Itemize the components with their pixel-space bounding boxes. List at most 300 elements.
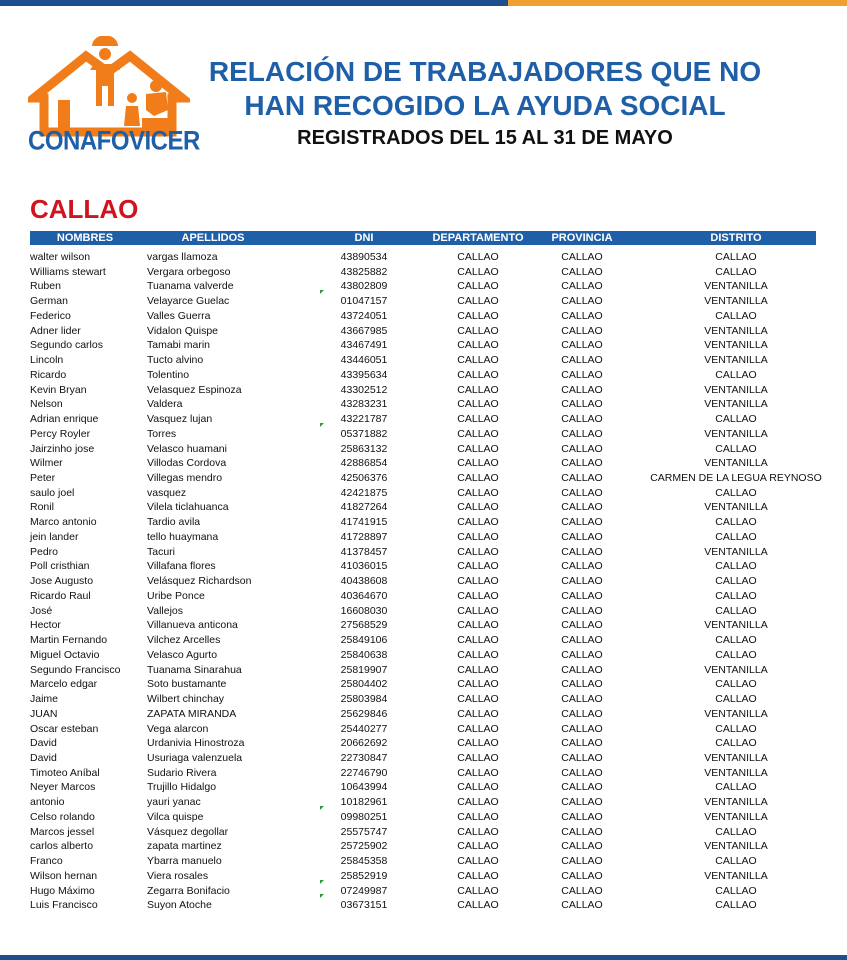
cell-apellidos: Villodas Cordova (147, 457, 227, 470)
table-row (30, 456, 816, 471)
cell-dni: 03673151 (340, 899, 388, 912)
table-row (30, 736, 816, 751)
cell-provincia: CALLAO (561, 884, 603, 897)
table-row (30, 707, 816, 722)
cell-distrito: CALLAO (715, 265, 757, 278)
table-row (30, 780, 816, 795)
cell-distrito: CALLAO (715, 368, 757, 381)
cell-distrito: VENTANILLA (704, 766, 768, 779)
cell-distrito: VENTANILLA (704, 796, 768, 809)
cell-apellidos: Usuriaga valenzuela (147, 751, 243, 764)
cell-nombres: Adner lider (30, 324, 81, 337)
cell-apellidos: Ybarra manuelo (147, 855, 222, 868)
cell-distrito: VENTANILLA (704, 501, 768, 514)
cell-nombres: Jairzinho jose (30, 442, 95, 455)
cell-nombres: German (30, 295, 68, 308)
cell-distrito: VENTANILLA (704, 619, 768, 632)
cell-provincia: CALLAO (561, 840, 603, 853)
cell-provincia: CALLAO (561, 869, 603, 882)
table-body (30, 250, 822, 913)
table-row (30, 884, 816, 899)
cell-error-marker (320, 423, 324, 427)
cell-distrito: CALLAO (715, 884, 757, 897)
cell-departamento: CALLAO (457, 869, 499, 882)
cell-dni: 01047157 (340, 295, 388, 308)
cell-nombres: Marcos jessel (30, 825, 95, 838)
cell-provincia: CALLAO (561, 648, 603, 661)
cell-dni: 05371882 (340, 427, 388, 440)
cell-apellidos: Vergara orbegoso (147, 265, 231, 278)
table-row (30, 515, 816, 530)
cell-distrito: CALLAO (715, 516, 757, 529)
cell-departamento: CALLAO (457, 354, 499, 367)
cell-apellidos: Velásquez Richardson (147, 575, 252, 588)
table-row (30, 854, 816, 869)
table-row (30, 898, 816, 913)
cell-nombres: Ruben (30, 280, 61, 293)
cell-nombres: Kevin Bryan (30, 383, 87, 396)
cell-departamento: CALLAO (457, 766, 499, 779)
cell-departamento: CALLAO (457, 796, 499, 809)
cell-dni: 07249987 (340, 884, 388, 897)
cell-apellidos: Tucto alvino (147, 354, 204, 367)
cell-apellidos: Vidalon Quispe (147, 324, 219, 337)
cell-apellidos: ZAPATA MIRANDA (147, 707, 237, 720)
table-row (30, 604, 816, 619)
cell-dni: 42421875 (340, 486, 388, 499)
cell-apellidos: Tardio avila (147, 516, 201, 529)
cell-provincia: CALLAO (561, 855, 603, 868)
cell-distrito: CALLAO (715, 825, 757, 838)
cell-dni: 43667985 (340, 324, 388, 337)
cell-error-marker (320, 290, 324, 294)
cell-dni: 43890534 (340, 251, 388, 263)
cell-departamento: CALLAO (457, 840, 499, 853)
cell-departamento: CALLAO (457, 530, 499, 543)
cell-departamento: CALLAO (457, 737, 499, 750)
cell-departamento: CALLAO (457, 472, 499, 485)
cell-departamento: CALLAO (457, 442, 499, 455)
cell-apellidos: tello huaymana (147, 530, 219, 543)
cell-nombres: Pedro (30, 545, 59, 558)
cell-provincia: CALLAO (561, 619, 603, 632)
table-row (30, 663, 816, 678)
cell-nombres: Adrian enrique (30, 413, 99, 426)
cell-departamento: CALLAO (457, 383, 499, 396)
cell-nombres: Marcelo edgar (30, 678, 98, 691)
cell-dni: 09980251 (340, 810, 388, 823)
cell-nombres: Hugo Máximo (30, 884, 95, 897)
cell-distrito: CALLAO (715, 575, 757, 588)
column-header-dni: DNI (354, 232, 374, 244)
table-row (30, 648, 816, 663)
cell-nombres: Ricardo Raul (30, 589, 91, 602)
table-row (30, 633, 816, 648)
cell-apellidos: Zegarra Bonifacio (147, 884, 230, 897)
table-row (30, 825, 816, 840)
cell-distrito: VENTANILLA (704, 324, 768, 337)
cell-nombres: David (30, 751, 57, 764)
table-row (30, 559, 816, 574)
cell-provincia: CALLAO (561, 545, 603, 558)
cell-provincia: CALLAO (561, 354, 603, 367)
table-row (30, 309, 816, 324)
logo-wordmark: CONAFOVICER (28, 126, 200, 157)
cell-distrito: CALLAO (715, 678, 757, 691)
column-header-provincia: PROVINCIA (551, 232, 613, 244)
cell-departamento: CALLAO (457, 324, 499, 337)
cell-dni: 22746790 (340, 766, 388, 779)
table-row (30, 471, 822, 486)
cell-error-marker (320, 880, 324, 884)
cell-apellidos: Velasco huamani (147, 442, 227, 455)
cell-dni: 25819907 (340, 663, 388, 676)
cell-provincia: CALLAO (561, 560, 603, 573)
column-header-departamento: DEPARTAMENTO (432, 232, 524, 244)
cell-provincia: CALLAO (561, 324, 603, 337)
cell-departamento: CALLAO (457, 781, 499, 794)
table-row (30, 412, 816, 427)
cell-apellidos: Vásquez degollar (147, 825, 229, 838)
cell-distrito: CALLAO (715, 899, 757, 912)
cell-dni: 20662692 (340, 737, 388, 750)
cell-dni: 25804402 (340, 678, 388, 691)
cell-apellidos: Vasquez lujan (147, 413, 213, 426)
cell-distrito: VENTANILLA (704, 295, 768, 308)
cell-apellidos: yauri yanac (147, 796, 201, 809)
cell-provincia: CALLAO (561, 457, 603, 470)
column-header-nombres: NOMBRES (56, 232, 114, 244)
cell-departamento: CALLAO (457, 663, 499, 676)
cell-apellidos: Valles Guerra (147, 309, 211, 322)
cell-provincia: CALLAO (561, 678, 603, 691)
cell-distrito: VENTANILLA (704, 383, 768, 396)
cell-apellidos: vargas llamoza (147, 251, 218, 263)
cell-distrito: CALLAO (715, 486, 757, 499)
cell-nombres: Percy Royler (30, 427, 91, 440)
cell-departamento: CALLAO (457, 309, 499, 322)
column-header-apellidos: APELLIDOS (181, 232, 245, 244)
cell-departamento: CALLAO (457, 589, 499, 602)
cell-apellidos: Villanueva anticona (147, 619, 238, 632)
cell-nombres: Lincoln (30, 354, 64, 367)
table-row (30, 250, 816, 265)
cell-dni: 25803984 (340, 693, 388, 706)
cell-distrito: CALLAO (715, 781, 757, 794)
cell-departamento: CALLAO (457, 368, 499, 381)
cell-dni: 10182961 (340, 796, 388, 809)
cell-distrito: CALLAO (715, 648, 757, 661)
cell-apellidos: Tamabi marin (147, 339, 211, 352)
cell-distrito: VENTANILLA (704, 457, 768, 470)
cell-provincia: CALLAO (561, 280, 603, 293)
cell-dni: 25845358 (340, 855, 388, 868)
cell-apellidos: Vega alarcon (147, 722, 209, 735)
cell-apellidos: Tuanama Sinarahua (147, 663, 242, 676)
cell-departamento: CALLAO (457, 575, 499, 588)
cell-distrito: VENTANILLA (704, 280, 768, 293)
page-title-line-2: HAN RECOGIDO LA AYUDA SOCIAL (244, 90, 726, 121)
cell-dni: 25440277 (340, 722, 388, 735)
table-row (30, 427, 816, 442)
cell-departamento: CALLAO (457, 457, 499, 470)
cell-departamento: CALLAO (457, 516, 499, 529)
cell-dni: 42886854 (340, 457, 388, 470)
cell-departamento: CALLAO (457, 810, 499, 823)
cell-departamento: CALLAO (457, 678, 499, 691)
cell-provincia: CALLAO (561, 516, 603, 529)
cell-dni: 25629846 (340, 707, 388, 720)
top-accent-bar (0, 0, 847, 6)
cell-dni: 41036015 (340, 560, 388, 573)
cell-nombres: Timoteo Aníbal (30, 766, 100, 779)
table-row (30, 265, 816, 280)
cell-nombres: antonio (30, 796, 65, 809)
cell-dni: 41827264 (340, 501, 388, 514)
cell-distrito: VENTANILLA (704, 663, 768, 676)
table-row (30, 368, 816, 383)
cell-provincia: CALLAO (561, 501, 603, 514)
cell-provincia: CALLAO (561, 309, 603, 322)
cell-departamento: CALLAO (457, 899, 499, 912)
cell-nombres: Franco (30, 855, 63, 868)
table-row (30, 338, 816, 353)
cell-distrito: VENTANILLA (704, 427, 768, 440)
cell-distrito: CALLAO (715, 722, 757, 735)
cell-departamento: CALLAO (457, 265, 499, 278)
cell-provincia: CALLAO (561, 634, 603, 647)
table-row (30, 677, 816, 692)
cell-apellidos: Vilca quispe (147, 810, 204, 823)
cell-apellidos: Viera rosales (147, 869, 209, 882)
cell-provincia: CALLAO (561, 796, 603, 809)
table-row (30, 574, 816, 589)
cell-dni: 16608030 (340, 604, 388, 617)
cell-dni: 25863132 (340, 442, 388, 455)
cell-distrito: CALLAO (715, 737, 757, 750)
table-row (30, 589, 816, 604)
table-row (30, 442, 816, 457)
cell-dni: 40364670 (340, 589, 388, 602)
table-row (30, 294, 816, 309)
cell-apellidos: Soto bustamante (147, 678, 227, 691)
cell-nombres: Oscar esteban (30, 722, 99, 735)
cell-apellidos: Urdanivia Hinostroza (147, 737, 245, 750)
cell-provincia: CALLAO (561, 781, 603, 794)
cell-departamento: CALLAO (457, 486, 499, 499)
cell-nombres: walter wilson (30, 251, 91, 263)
cell-distrito: CALLAO (715, 634, 757, 647)
cell-distrito: VENTANILLA (704, 869, 768, 882)
cell-departamento: CALLAO (457, 751, 499, 764)
cell-provincia: CALLAO (561, 295, 603, 308)
table-row (30, 766, 816, 781)
cell-provincia: CALLAO (561, 442, 603, 455)
cell-distrito: CARMEN DE LA LEGUA REYNOSO (650, 472, 822, 485)
cell-nombres: Federico (30, 309, 71, 322)
cell-departamento: CALLAO (457, 339, 499, 352)
cell-provincia: CALLAO (561, 604, 603, 617)
cell-nombres: Neyer Marcos (30, 781, 96, 794)
cell-apellidos: Vallejos (147, 604, 183, 617)
cell-dni: 22730847 (340, 751, 388, 764)
table-row (30, 810, 816, 825)
cell-provincia: CALLAO (561, 663, 603, 676)
region-heading: CALLAO (30, 194, 139, 224)
cell-provincia: CALLAO (561, 722, 603, 735)
cell-dni: 10643994 (340, 781, 388, 794)
cell-nombres: José (30, 604, 53, 617)
cell-departamento: CALLAO (457, 604, 499, 617)
cell-departamento: CALLAO (457, 825, 499, 838)
cell-departamento: CALLAO (457, 280, 499, 293)
cell-departamento: CALLAO (457, 634, 499, 647)
cell-distrito: VENTANILLA (704, 751, 768, 764)
cell-dni: 25852919 (340, 869, 388, 882)
cell-distrito: CALLAO (715, 530, 757, 543)
cell-provincia: CALLAO (561, 530, 603, 543)
cell-dni: 43724051 (340, 309, 388, 322)
cell-dni: 43395634 (340, 368, 388, 381)
cell-provincia: CALLAO (561, 265, 603, 278)
cell-provincia: CALLAO (561, 693, 603, 706)
table-row (30, 545, 816, 560)
cell-dni: 40438608 (340, 575, 388, 588)
table-row (30, 486, 816, 501)
cell-provincia: CALLAO (561, 737, 603, 750)
cell-nombres: Segundo Francisco (30, 663, 121, 676)
bottom-accent-bar (0, 955, 847, 960)
cell-distrito: CALLAO (715, 309, 757, 322)
cell-distrito: CALLAO (715, 604, 757, 617)
cell-nombres: Hector (30, 619, 61, 632)
cell-provincia: CALLAO (561, 751, 603, 764)
cell-provincia: CALLAO (561, 339, 603, 352)
table-row (30, 279, 816, 294)
table-row (30, 353, 816, 368)
cell-nombres: Celso rolando (30, 810, 95, 823)
cell-apellidos: Tacuri (147, 545, 176, 558)
table-row (30, 722, 816, 737)
cell-nombres: Peter (30, 472, 56, 485)
cell-departamento: CALLAO (457, 693, 499, 706)
cell-provincia: CALLAO (561, 707, 603, 720)
cell-departamento: CALLAO (457, 722, 499, 735)
cell-dni: 25840638 (340, 648, 388, 661)
cell-apellidos: Velasco Agurto (147, 648, 218, 661)
cell-dni: 43467491 (340, 339, 388, 352)
cell-apellidos: Tuanama valverde (147, 280, 234, 293)
cell-apellidos: Villafana flores (147, 560, 216, 573)
cell-dni: 43302512 (340, 383, 388, 396)
cell-provincia: CALLAO (561, 810, 603, 823)
cell-nombres: carlos alberto (30, 840, 94, 853)
cell-nombres: Jose Augusto (30, 575, 94, 588)
cell-provincia: CALLAO (561, 899, 603, 912)
cell-provincia: CALLAO (561, 413, 603, 426)
cell-departamento: CALLAO (457, 560, 499, 573)
table-row (30, 692, 816, 707)
cell-distrito: CALLAO (715, 413, 757, 426)
cell-dni: 43802809 (340, 280, 388, 293)
cell-provincia: CALLAO (561, 589, 603, 602)
cell-apellidos: Valdera (147, 398, 183, 411)
cell-provincia: CALLAO (561, 825, 603, 838)
cell-departamento: CALLAO (457, 251, 499, 263)
cell-provincia: CALLAO (561, 251, 603, 263)
cell-dni: 41728897 (340, 530, 388, 543)
cell-provincia: CALLAO (561, 575, 603, 588)
page-subtitle: REGISTRADOS DEL 15 AL 31 DE MAYO (297, 127, 673, 149)
table-row (30, 397, 816, 412)
cell-distrito: VENTANILLA (704, 398, 768, 411)
cell-distrito: CALLAO (715, 442, 757, 455)
cell-nombres: David (30, 737, 57, 750)
cell-dni: 25725902 (340, 840, 388, 853)
cell-nombres: Nelson (30, 398, 63, 411)
cell-distrito: CALLAO (715, 560, 757, 573)
cell-nombres: Wilmer (30, 457, 63, 470)
cell-nombres: Poll cristhian (30, 560, 90, 573)
cell-dni: 43825882 (340, 265, 388, 278)
cell-nombres: Martin Fernando (30, 634, 108, 647)
cell-nombres: Williams stewart (30, 265, 106, 278)
cell-apellidos: Suyon Atoche (147, 899, 212, 912)
cell-apellidos: vasquez (147, 486, 187, 499)
cell-nombres: jein lander (30, 530, 79, 543)
table-row (30, 795, 816, 810)
cell-nombres: Miguel Octavio (30, 648, 100, 661)
column-header-distrito: DISTRITO (710, 232, 762, 244)
cell-distrito: VENTANILLA (704, 354, 768, 367)
cell-apellidos: Tolentino (147, 368, 190, 381)
cell-distrito: CALLAO (715, 589, 757, 602)
cell-apellidos: Velasquez Espinoza (147, 383, 242, 396)
cell-provincia: CALLAO (561, 383, 603, 396)
cell-nombres: Wilson hernan (30, 869, 98, 882)
cell-distrito: VENTANILLA (704, 707, 768, 720)
cell-apellidos: Wilbert chinchay (147, 693, 225, 706)
cell-nombres: Ricardo (30, 368, 67, 381)
cell-distrito: CALLAO (715, 251, 757, 263)
cell-provincia: CALLAO (561, 486, 603, 499)
cell-departamento: CALLAO (457, 545, 499, 558)
cell-nombres: Ronil (30, 501, 54, 514)
cell-distrito: VENTANILLA (704, 339, 768, 352)
cell-apellidos: Torres (147, 427, 177, 440)
cell-dni: 42506376 (340, 472, 388, 485)
cell-departamento: CALLAO (457, 427, 499, 440)
cell-apellidos: Vilela ticlahuanca (147, 501, 229, 514)
cell-departamento: CALLAO (457, 295, 499, 308)
cell-provincia: CALLAO (561, 766, 603, 779)
cell-nombres: saulo joel (30, 486, 75, 499)
cell-apellidos: Trujillo Hidalgo (147, 781, 217, 794)
cell-dni: 43446051 (340, 354, 388, 367)
cell-error-marker (320, 894, 324, 898)
cell-dni: 41378457 (340, 545, 388, 558)
cell-departamento: CALLAO (457, 413, 499, 426)
cell-distrito: CALLAO (715, 855, 757, 868)
table-row (30, 839, 816, 854)
cell-apellidos: Uribe Ponce (147, 589, 205, 602)
cell-apellidos: Vilchez Arcelles (147, 634, 221, 647)
cell-dni: 43221787 (340, 413, 388, 426)
page-title-line-1: RELACIÓN DE TRABAJADORES QUE NO (208, 56, 762, 87)
table-row (30, 530, 816, 545)
cell-distrito: VENTANILLA (704, 840, 768, 853)
table-row (30, 324, 816, 339)
